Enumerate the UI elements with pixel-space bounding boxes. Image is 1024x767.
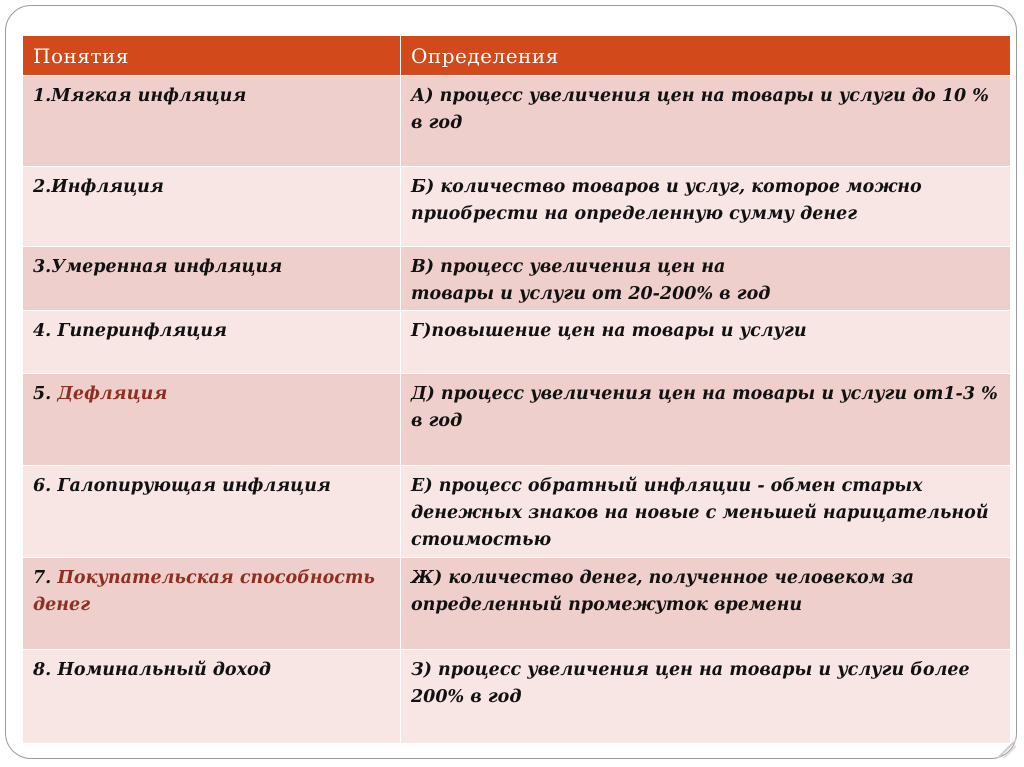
term-accent-text: Дефляция [57, 384, 168, 404]
term-cell [23, 466, 401, 558]
definition-line: В) процесс увеличения цен на [411, 257, 726, 277]
term-text: 6. Галопирующая инфляция [33, 476, 331, 496]
table-row [23, 247, 1011, 311]
term-cell [23, 650, 401, 744]
term-cell [23, 374, 401, 466]
table-row [23, 650, 1011, 744]
term-text: 7. [33, 568, 58, 588]
definition-cell: А) процесс увеличения цен на товары и услуги до 10 % в год [401, 76, 1011, 167]
term-cell [23, 167, 401, 247]
table-row [23, 167, 1011, 247]
table-row [23, 76, 1011, 167]
definition-cell: Б) количество товаров и услуг, которое можно приобрести на определенную сумму денег [401, 167, 1011, 247]
header-concepts: Понятия [23, 36, 401, 76]
table-header-row [23, 36, 1011, 76]
table-row [23, 558, 1011, 650]
definition-cell [401, 247, 1011, 311]
concepts-table [22, 35, 1011, 744]
definition-cell: Д) процесс увеличения цен на товары и услуги от1-3 % в год [401, 374, 1011, 466]
header-definitions: Определения [401, 36, 1011, 76]
term-cell [23, 76, 401, 167]
term-text: 4. Гиперинфляция [33, 321, 227, 341]
table-row [23, 374, 1011, 466]
definition-cell: Ж) количество денег, полученное человеком за определенный промежуток времени [401, 558, 1011, 650]
term-text: 2.Инфляция [33, 177, 164, 197]
term-text: 5. [33, 384, 58, 404]
definition-cell: Г)повышение цен на товары и услуги [401, 311, 1011, 374]
table-row [23, 311, 1011, 374]
term-text: 8. Номинальный доход [33, 660, 271, 680]
definition-cell: Е) процесс обратный инфляции - обмен старых денежных знаков на новые с меньшей нарицательной стоимостью [401, 466, 1011, 558]
definition-line: товары и услуги от 20-200% в год [411, 284, 771, 304]
term-cell [23, 558, 401, 650]
term-accent-text: Покупательская способность денег [33, 568, 375, 615]
term-cell [23, 247, 401, 311]
table-row [23, 466, 1011, 558]
term-cell [23, 311, 401, 374]
term-text: 3.Умеренная инфляция [33, 257, 283, 277]
term-text: 1.Мягкая инфляция [33, 86, 247, 106]
definition-cell: З) процесс увеличения цен на товары и услуги более 200% в год [401, 650, 1011, 744]
